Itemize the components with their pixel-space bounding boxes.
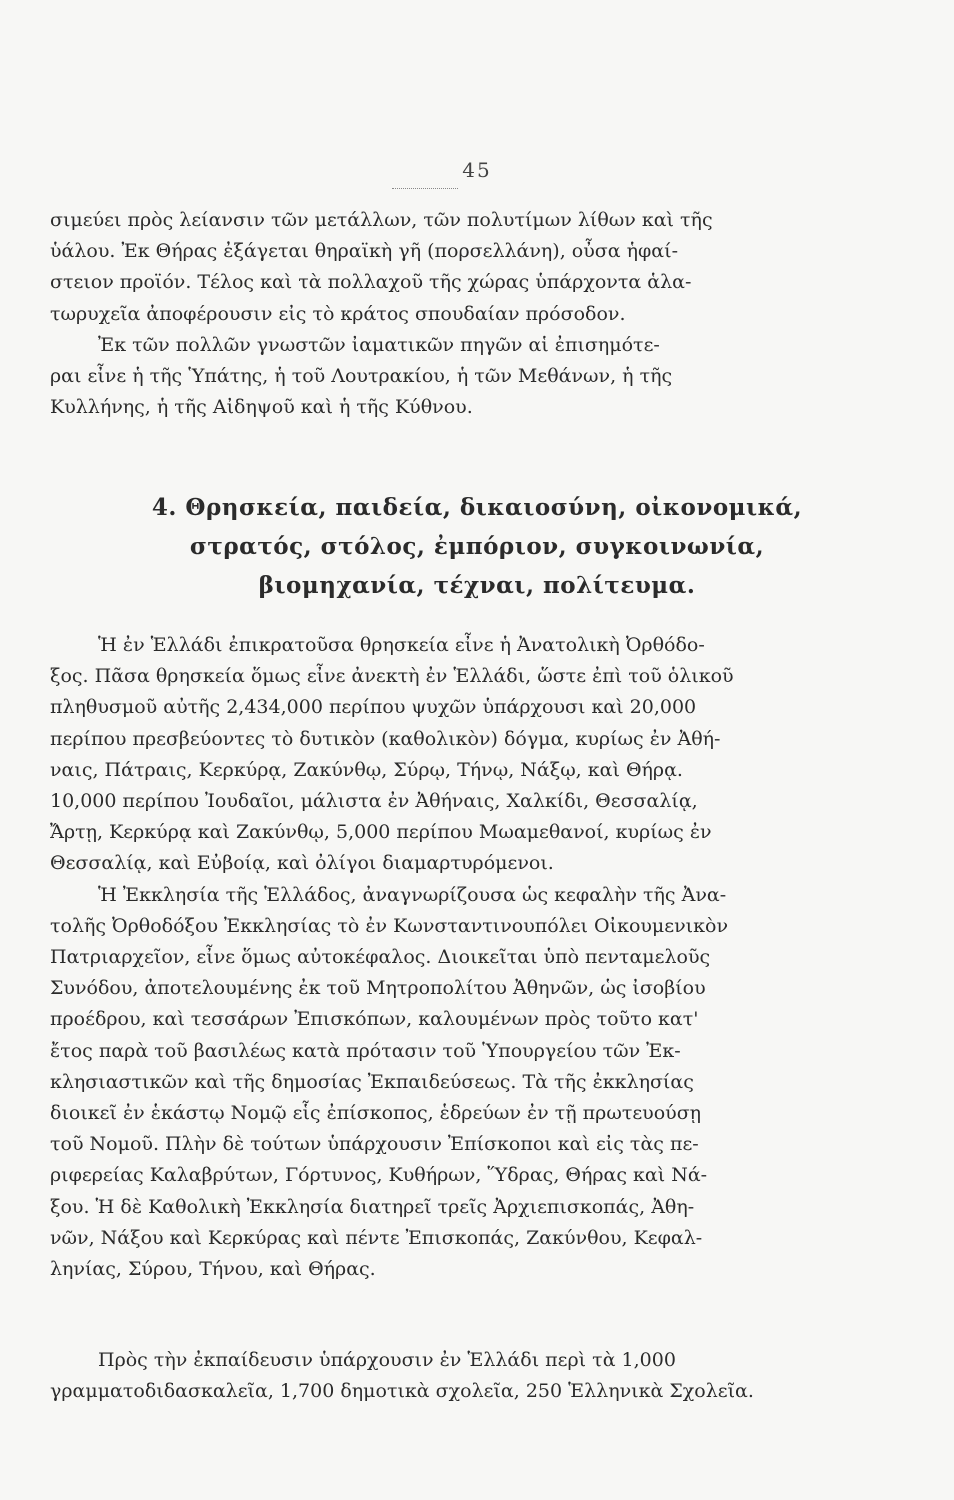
text-line: τοῦ Νομοῦ. Πλὴν δὲ τούτων ὑπάρχουσιν Ἐπίσκοποι καὶ εἰς τὰς πε-	[50, 1133, 699, 1156]
text-line: ξος. Πᾶσα θρησκεία ὅμως εἶνε ἀνεκτὴ ἐν Ἑλλάδι, ὥστε ἐπὶ τοῦ ὁλικοῦ	[50, 665, 734, 688]
paragraph-education	[50, 1345, 792, 1407]
text-line: Θεσσαλίᾳ, καὶ Εὐβοίᾳ, καὶ ὀλίγοι διαμαρτυρόμενοι.	[50, 852, 554, 875]
text-line: ληνίας, Σύρου, Τήνου, καὶ Θήρας.	[50, 1258, 376, 1281]
text-line: Ἡ Ἐκκλησία τῆς Ἑλλάδος, ἀναγνωρίζουσα ὡς κεφαλὴν τῆς Ἀνα-	[98, 883, 727, 906]
text-line: ριφερείας Καλαβρύτων, Γόρτυνος, Κυθήρων, Ὕδρας, Θήρας καὶ Νά-	[50, 1164, 708, 1187]
text-line: τωρυχεῖα ἀποφέρουσιν εἰς τὸ κράτος σπουδαίαν πρόσοδον.	[50, 302, 626, 325]
heading-line: στρατός, στόλος, ἐμπόριον, συγκοινωνία,	[189, 533, 765, 560]
text-line: τολῆς Ὀρθοδόξου Ἐκκλησίας τὸ ἐν Κωνσταντινουπόλει Οἰκουμενικὸν	[50, 914, 728, 937]
page-number: 45	[462, 158, 492, 182]
paragraph-minerals-springs	[50, 205, 792, 423]
text-line: Ἡ ἐν Ἑλλάδι ἐπικρατοῦσα θρησκεία εἶνε ἡ Ἀνατολικὴ Ὀρθόδο-	[98, 634, 705, 656]
text-line: Πρὸς τὴν ἐκπαίδευσιν ὑπάρχουσιν ἐν Ἑλλάδι περὶ τὰ 1,000	[98, 1349, 676, 1371]
text-line: περίπου πρεσβεύοντες τὸ δυτικὸν (καθολικὸν) δόγμα, κυρίως ἐν Ἀθή-	[50, 727, 721, 750]
text-line: κλησιαστικῶν καὶ τῆς δημοσίας Ἐκπαιδεύσεως. Τὰ τῆς ἐκκλησίας	[50, 1070, 694, 1093]
text-line: 10,000 περίπου Ἰουδαῖοι, μάλιστα ἐν Ἀθήναις, Χαλκίδι, Θεσσαλίᾳ,	[50, 790, 698, 813]
text-line: Ἄρτῃ, Κερκύρᾳ καὶ Ζακύνθῳ, 5,000 περίπου Μωαμεθανοί, κυρίως ἐν	[50, 821, 712, 844]
text-line: Πατριαρχεῖον, εἶνε ὅμως αὐτοκέφαλος. Διοικεῖται ὑπὸ πενταμελοῦς	[50, 946, 711, 969]
heading-line: 4. Θρησκεία, παιδεία, δικαιοσύνη, οἰκονομικά,	[151, 494, 803, 521]
text-line: ραι εἶνε ἡ τῆς Ὑπάτης, ἡ τοῦ Λουτρακίου, ἡ τῶν Μεθάνων, ἡ τῆς	[50, 365, 673, 388]
heading-line: βιομηχανία, τέχναι, πολίτευμα.	[258, 572, 696, 599]
text-line: σιμεύει πρὸς λείανσιν τῶν μετάλλων, τῶν πολυτίμων λίθων καὶ τῆς	[50, 209, 713, 231]
page-number-rule	[392, 188, 458, 189]
text-line: γραμματοδιδασκαλεῖα, 1,700 δημοτικὰ σχολεῖα, 250 Ἑλληνικὰ Σχολεῖα.	[50, 1380, 754, 1403]
text-line: Συνόδου, ἀποτελουμένης ἐκ τοῦ Μητροπολίτου Ἀθηνῶν, ὡς ἰσοβίου	[50, 977, 706, 1000]
text-line: ναις, Πάτραις, Κερκύρᾳ, Ζακύνθῳ, Σύρῳ, Τήνῳ, Νάξῳ, καὶ Θήρᾳ.	[50, 758, 683, 781]
text-line: ἔτος παρὰ τοῦ βασιλέως κατὰ πρότασιν τοῦ Ὑπουργείου τῶν Ἐκ-	[50, 1039, 681, 1062]
text-line: νῶν, Νάξου καὶ Κερκύρας καὶ πέντε Ἐπισκοπάς, Ζακύνθου, Κεφαλ-	[50, 1226, 703, 1249]
text-line: διοικεῖ ἐν ἑκάστῳ Νομῷ εἷς ἐπίσκοπος, ἑδρεύων ἐν τῇ πρωτευούσῃ	[50, 1102, 702, 1125]
text-line: ὑάλου. Ἐκ Θήρας ἐξάγεται θηραϊκὴ γῆ (πορσελλάνη), οὖσα ἡφαί-	[50, 240, 679, 263]
text-line: στειον προϊόν. Τέλος καὶ τὰ πολλαχοῦ τῆς χώρας ὑπάρχοντα ἁλα-	[50, 271, 692, 294]
section-heading	[0, 488, 954, 605]
text-line: Κυλλήνης, ἡ τῆς Αἰδηψοῦ καὶ ἡ τῆς Κύθνου.	[50, 396, 473, 419]
text-line: ξου. Ἡ δὲ Καθολικὴ Ἐκκλησία διατηρεῖ τρεῖς Ἀρχιεπισκοπάς, Ἀθη-	[50, 1195, 695, 1218]
text-line: Ἐκ τῶν πολλῶν γνωστῶν ἰαματικῶν πηγῶν αἱ ἐπισημότε-	[98, 333, 660, 356]
text-line: πληθυσμοῦ αὐτῆς 2,434,000 περίπου ψυχῶν ὑπάρχουσι καὶ 20,000	[50, 696, 697, 719]
paragraph-religion	[50, 630, 792, 1285]
text-line: προέδρου, καὶ τεσσάρων Ἐπισκόπων, καλουμένων πρὸς τοῦτο κατ'	[50, 1008, 699, 1031]
